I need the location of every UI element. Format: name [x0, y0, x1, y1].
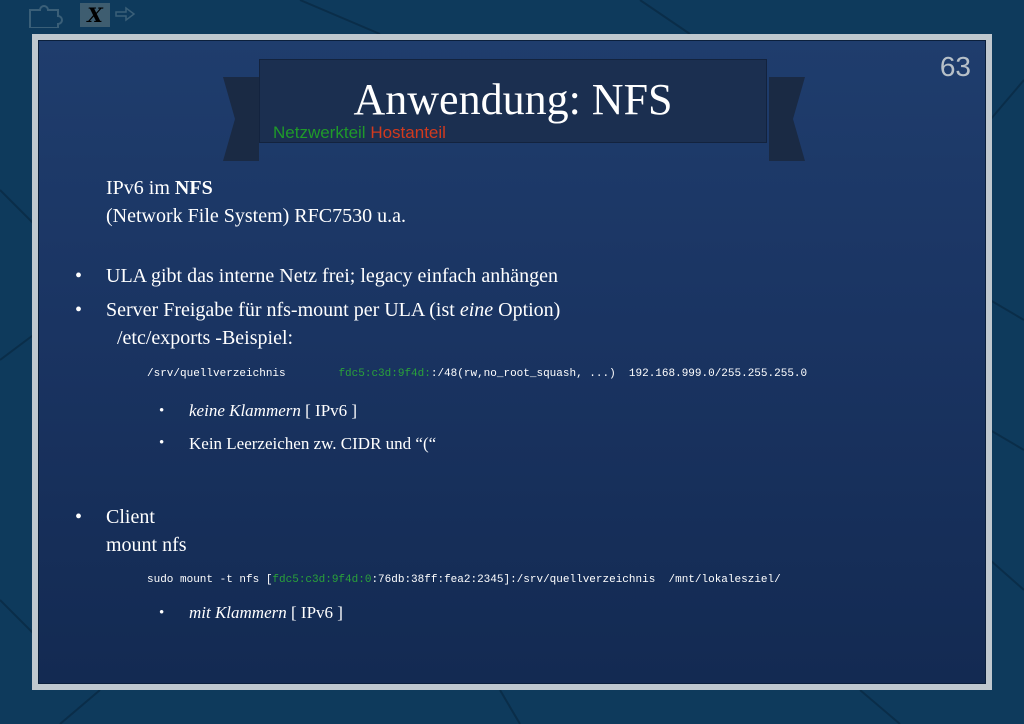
bullet-2-symbol: •: [75, 299, 83, 321]
bullet-3-line-1: Client: [106, 506, 155, 528]
intro-line-2: (Network File System) RFC7530 u.a.: [106, 205, 406, 227]
bullet-2-text: [106, 299, 560, 322]
sub-bullet-3-italic: mit Klammern: [189, 603, 287, 622]
bullet-1-text: ULA gibt das interne Netz frei; legacy einfach anhängen: [106, 265, 559, 287]
bullet-2-prefix: Server Freigabe für nfs-mount per ULA (ist: [106, 299, 460, 321]
intro-prefix: IPv6 im: [106, 177, 175, 199]
slide-frame: [32, 34, 992, 690]
bullet-2-italic: eine: [459, 299, 494, 321]
sub-bullet-1-italic: keine Klammern: [189, 401, 301, 420]
sub-bullet-1-symbol: •: [159, 403, 165, 419]
page-number: 63: [939, 51, 971, 82]
sub-bullet-3-rest: [ IPv6 ]: [286, 603, 343, 622]
slide-title: Anwendung: NFS: [353, 75, 673, 124]
toolbar: [26, 2, 110, 28]
bullet-1-symbol: •: [75, 265, 83, 287]
mount-green: fdc5:c3d:9f4d:0: [272, 574, 372, 586]
slide-content: [39, 41, 985, 683]
legend-network: Netzwerkteil: [273, 123, 366, 142]
exports-rest: :/48(rw,no_root_squash, ...) 192.168.999.0/255.255.255.0: [430, 368, 808, 380]
bullet-3-line-2: mount nfs: [106, 534, 187, 556]
mount-prefix: sudo mount -t nfs [: [147, 574, 273, 586]
mount-rest: :76db:38ff:fea2:2345]:/srv/quellverzeichnis /mnt/lokalesziel/: [371, 574, 781, 586]
sub-bullet-2-symbol: •: [159, 435, 165, 451]
sub-bullet-1-text: [189, 401, 357, 421]
sub-bullet-3-symbol: •: [159, 605, 165, 621]
x-label: X: [87, 3, 103, 27]
slide: [38, 40, 986, 684]
x-icon[interactable]: [80, 3, 110, 27]
exports-code-line: [147, 368, 807, 380]
intro-line-1: [106, 177, 213, 200]
bullet-3-symbol: •: [75, 506, 83, 528]
puzzle-icon[interactable]: [26, 2, 72, 28]
sub-bullet-1-rest: [ IPv6 ]: [300, 401, 358, 420]
exports-prefix: fdc5:c3d:9f4d:: [338, 368, 431, 380]
bullet-2-suffix: Option): [493, 299, 561, 321]
bullet-2-line-2: /etc/exports -Beispiel:: [117, 327, 294, 349]
exports-path: /srv/quellverzeichnis: [147, 368, 339, 380]
mount-code-line: [147, 574, 781, 586]
sub-bullet-3-text: [189, 603, 343, 623]
legend-host: Hostanteil: [370, 123, 446, 142]
sub-bullet-2-text: Kein Leerzeichen zw. CIDR und “(“: [189, 434, 437, 453]
arrow-right-icon[interactable]: [114, 6, 136, 22]
intro-bold: NFS: [174, 177, 213, 199]
